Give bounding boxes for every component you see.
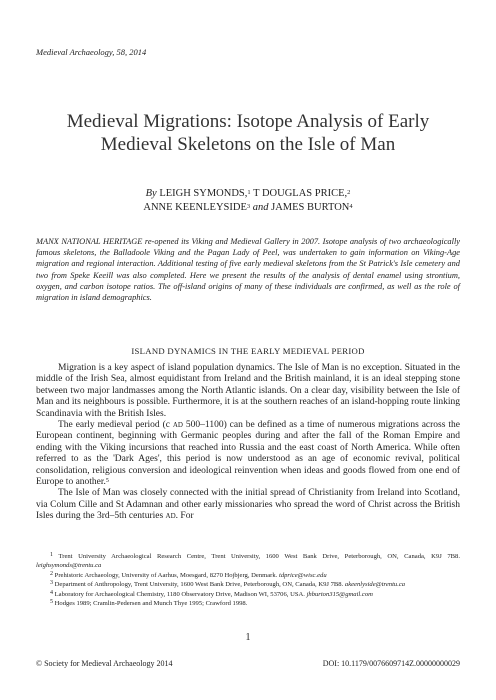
footnote-text: Laboratory for Archaeological Chemistry, 1180 Observatory Drive, Madison WI, 53706, USA.: [53, 590, 307, 598]
footnote-mark: 2: [50, 570, 53, 577]
paragraph-2-text-a: The early medieval period (c: [58, 420, 173, 431]
footnote-mark: 5: [50, 599, 53, 606]
footnote-text: Department of Anthropology, Trent University, 1600 West Bank Drive, Peterborough, ON, Canada, K9J 7B8.: [53, 581, 345, 589]
author-burton: JAMES BURTON: [271, 202, 350, 213]
footnote-2: [36, 571, 460, 580]
author-sup-3: 3: [246, 203, 251, 210]
footnote-text: Prehistoric Archaeology, University of Aarhus, Moesgard, 8270 Hojbjerg, Denmark.: [53, 571, 279, 579]
footnotes: [36, 552, 460, 608]
footnote-mark: 4: [50, 589, 53, 596]
author-keenleyside: ANNE KEENLEYSIDE: [143, 202, 247, 213]
footnote-1: [36, 552, 460, 571]
email-link[interactable]: tdprice@wisc.edu: [278, 571, 327, 579]
author-symonds: LEIGH SYMONDS,: [159, 188, 248, 199]
paragraph-1: Migration is a key aspect of island population dynamics. The Isle of Man is no exception. Situated in the middle of the Irish Sea, almost equidistant from Ireland and the British mainland, it is an ideal stepping stone between two major landmasses among the North Atlantic islands. On a clear day, visibility between the Isle of Man and its neighbours is possible. Furthermore, it is at the southern reaches of an island-hopping route linking Scandinavia with the British Isles.: [36, 363, 460, 419]
paragraph-2-text-b: 500–1100) can be defined as a time of numerous migrations across the European continent, beginning with Germanic peoples during and after the fall of the Roman Empire and ending with the Viking incursions that reached into Russia and the east coast of North America. While often referred to as the 'Dark Ages', this period is now understood as an age of economic revival, political consolidation, religious conversion and ideological reinvention when ideas and goods flowed from one end of Europe to another.: [36, 420, 460, 488]
footnote-text: Trent University Archaeological Research Centre, Trent University, 1600 West Bank Drive, Peterborough, ON, Canada, K9J 7B8.: [53, 553, 460, 560]
footnote-mark: 3: [50, 580, 53, 587]
paragraph-2: [36, 420, 460, 488]
email-link[interactable]: leighsymonds@trentu.ca: [36, 562, 102, 570]
author-sup-1: 1: [247, 189, 251, 196]
footnote-text: Hodges 1989; Cramlin-Pedersen and Munch Thye 1995; Crawford 1998.: [53, 600, 248, 608]
body-text: [36, 363, 460, 523]
doi-line[interactable]: DOI: 10.1179/0076609714Z.00000000029: [322, 659, 460, 668]
email-link[interactable]: akeenlyside@trentu.ca: [344, 581, 406, 589]
era-ad: ad: [172, 420, 183, 431]
author-line: [60, 187, 436, 215]
author-price: T DOUGLAS PRICE,: [253, 188, 348, 199]
footnote-mark: 1: [50, 552, 53, 558]
author-sup-2: 2: [347, 189, 351, 196]
paragraph-3-text-a: The Isle of Man was closely connected with the initial spread of Christianity from Ireland into Scotland, via Colum Cille and St Adamnan and other early missionaries who spread the word of Christ across the British Isles during the 3rd–5th centuries: [36, 488, 460, 522]
abstract: MANX NATIONAL HERITAGE re-opened its Viking and Medieval Gallery in 2007. Isotope analysis of two archaeologically famous skeletons, the Balladoole Viking and the Pagan Lady of Peel, was undertaken to gain information on Viking-Age migration and regional interaction. Additional testing of five early medieval skeletons from the St Patrick's Isle cemetery and two from Speke Keeill was also completed. Here we present the results of the analysis of dental enamel using strontium, oxygen, and carbon isotope ratios. The off-island origins of many of these individuals are confirmed, as well as the role of migration in island demographics.: [36, 237, 460, 303]
paragraph-3: [36, 488, 460, 522]
article-title: Medieval Migrations: Isotope Analysis of Early Medieval Skeletons on the Isle of Man: [66, 111, 430, 155]
author-sup-4: 4: [349, 203, 353, 210]
footnote-3: [36, 580, 460, 589]
and-word: and: [252, 202, 269, 213]
by-word: By: [145, 188, 157, 199]
page-number: 1: [245, 632, 251, 643]
copyright-line: © Society for Medieval Archaeology 2014: [36, 659, 173, 668]
section-heading: ISLAND DYNAMICS IN THE EARLY MEDIEVAL PERIOD: [131, 346, 365, 356]
email-link[interactable]: jhburton315@gmail.com: [306, 590, 373, 598]
paragraph-3-text-b: . For: [175, 511, 194, 522]
footnote-ref-5[interactable]: 5: [105, 478, 109, 485]
running-head: Medieval Archaeology, 58, 2014: [36, 47, 147, 57]
era-ad: ad: [165, 511, 176, 522]
footnote-5: [36, 599, 460, 608]
footnote-4: [36, 590, 460, 599]
